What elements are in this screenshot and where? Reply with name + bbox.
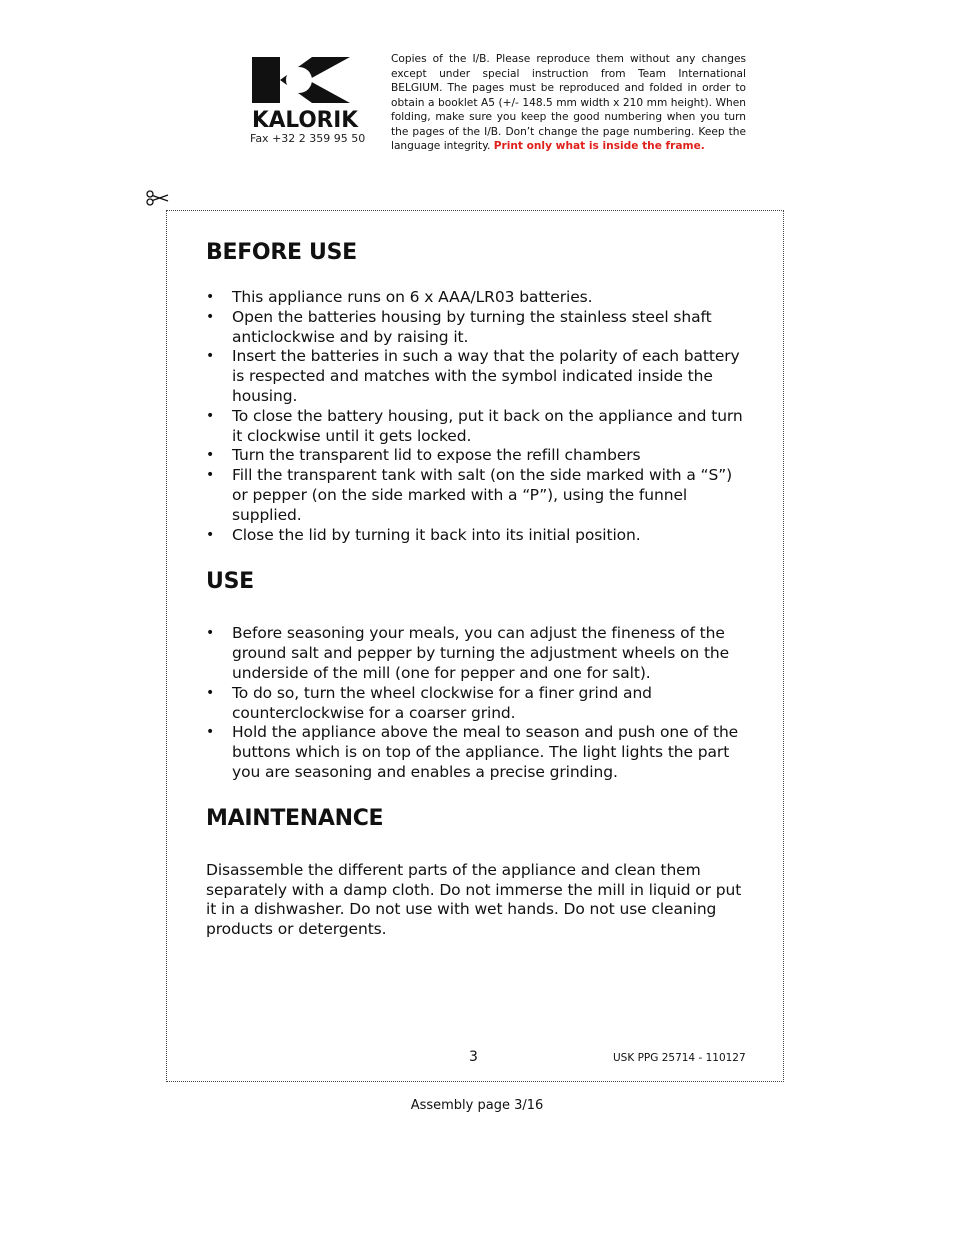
scissors-icon xyxy=(144,187,170,209)
list-item xyxy=(206,407,751,447)
page-content xyxy=(206,232,751,940)
bullet-icon: • xyxy=(206,625,215,642)
document-code: USK PPG 25714 - 110127 xyxy=(613,1052,746,1064)
fax-number: Fax +32 2 359 95 50 xyxy=(250,132,366,145)
list-item xyxy=(206,684,751,724)
kalorik-logo xyxy=(250,55,360,130)
list-item-text: Close the lid by turning it back into its initial position. xyxy=(232,525,641,544)
before-use-list xyxy=(206,288,751,545)
list-item-text: Fill the transparent tank with salt (on the side marked with a “S”) or pepper (on the side marked with a “P”), using the funnel supplied. xyxy=(232,466,733,524)
list-item-text: To do so, turn the wheel clockwise for a finer grind and counterclockwise for a coarser grind. xyxy=(232,683,652,722)
list-item-text: Open the batteries housing by turning the stainless steel shaft anticlockwise and by raising it. xyxy=(232,307,712,346)
list-item-text: Hold the appliance above the meal to season and push one of the buttons which is on top of the appliance. The light lights the part you are seasoning and enables a precise grinding. xyxy=(232,723,739,781)
list-item xyxy=(206,446,751,466)
copy-instructions xyxy=(391,52,746,154)
bullet-icon: • xyxy=(206,724,215,741)
list-item xyxy=(206,308,751,348)
notice-end: . xyxy=(700,140,705,152)
use-heading: USE xyxy=(206,569,254,595)
list-item xyxy=(206,288,751,308)
bullet-icon: • xyxy=(206,447,215,464)
notice-text: Copies of the I/B. Please reproduce them without any changes except under special instruction from Team International BELGIUM. The pages must be reproduced and folded in order to obtain a booklet A5 (+/- 148.5 mm width x 210 mm height). When folding, make sure you keep the good numbering when you turn the pages of the I/B. Don’t change the page numbering. Keep the language integrity. xyxy=(391,53,746,152)
maintenance-text: Disassemble the different parts of the appliance and clean them separately with a damp cloth. Do not immerse the mill in liquid or put it in a dishwasher. Do not use with wet hands. Do not use cleaning products or detergents. xyxy=(206,860,742,939)
list-item xyxy=(206,723,751,782)
list-item-text: Before seasoning your meals, you can adjust the fineness of the ground salt and pepper by turning the adjustment wheels on the underside of the mill (one for pepper and one for salt). xyxy=(232,624,730,682)
bullet-icon: • xyxy=(206,348,215,365)
bullet-icon: • xyxy=(206,289,215,305)
bullet-icon: • xyxy=(206,467,215,484)
bullet-icon: • xyxy=(206,308,215,325)
notice-emphasis: Print only what is inside the frame xyxy=(493,140,701,152)
use-list xyxy=(206,624,751,782)
list-item-text: Insert the batteries in such a way that the polarity of each battery is respected and matches with the symbol indicated inside the housing. xyxy=(232,347,740,405)
list-item xyxy=(206,624,751,683)
page-number: 3 xyxy=(469,1049,478,1065)
logo-text: KALORIK xyxy=(252,108,359,130)
list-item-text: To close the battery housing, put it back on the appliance and turn it clockwise until it gets locked. xyxy=(232,406,743,445)
maintenance-heading: MAINTENANCE xyxy=(206,805,384,831)
list-item xyxy=(206,466,751,525)
bullet-icon: • xyxy=(206,684,215,701)
list-item-text: This appliance runs on 6 x AAA/LR03 batteries. xyxy=(232,288,593,306)
bullet-icon: • xyxy=(206,526,215,543)
assembly-page-label: Assembly page 3/16 xyxy=(410,1098,544,1113)
list-item xyxy=(206,347,751,406)
list-item xyxy=(206,526,751,546)
list-item-text: Turn the transparent lid to expose the refill chambers xyxy=(232,446,641,465)
before-use-heading: BEFORE USE xyxy=(206,240,357,265)
bullet-icon: • xyxy=(206,407,215,424)
